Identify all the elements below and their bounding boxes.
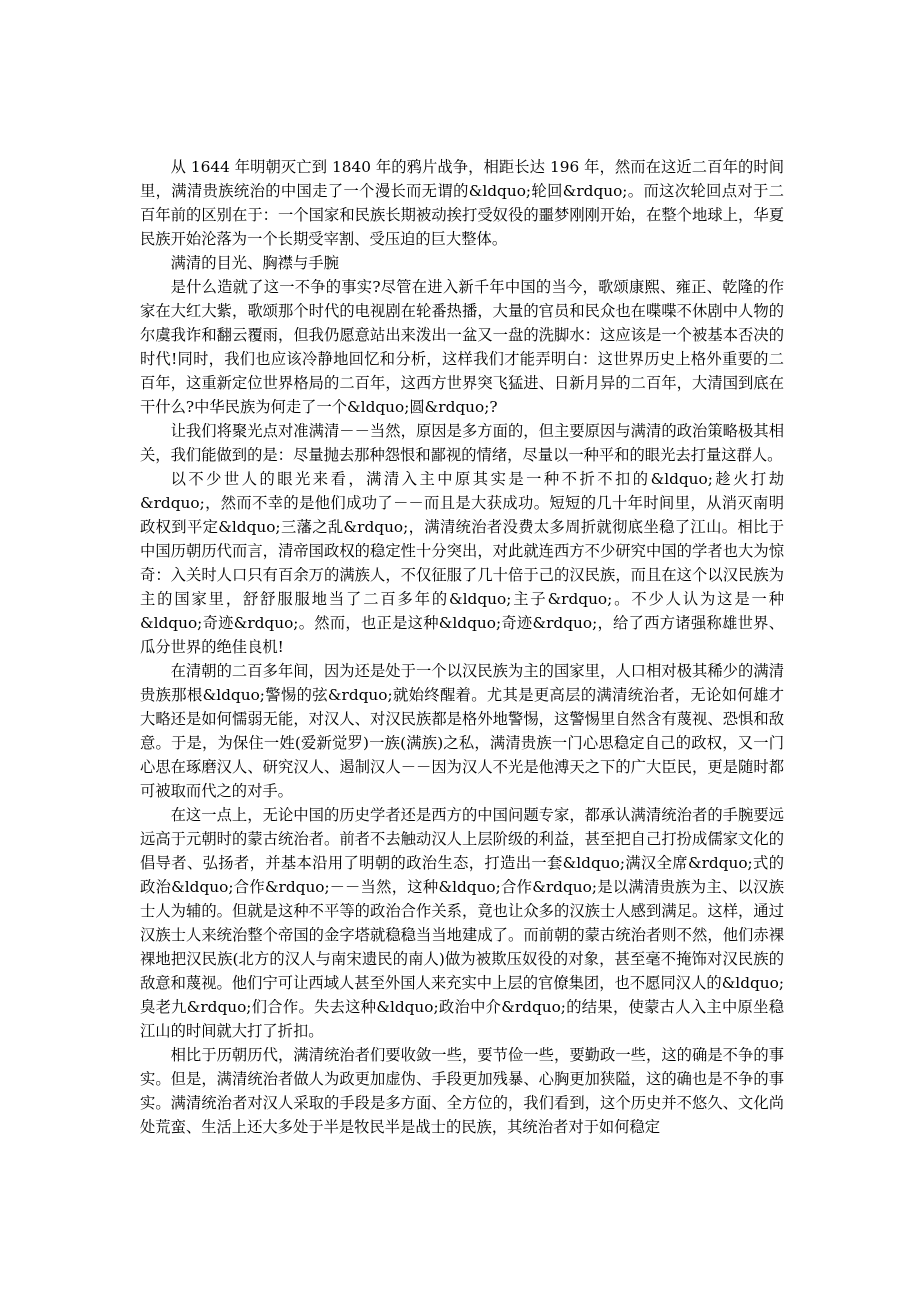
paragraph-2: 是什么造就了这一不争的事实?尽管在进入新千年中国的当今，歌颂康熙、雍正、乾隆的作家在大红大紫，歌颂那个时代的电视剧在轮番热播，大量的官员和民众也在喋喋不休剧中人物的尔虞我诈和翻云覆雨，但我仍愿意站出来泼出一盆又一盘的洗脚水：这应该是一个被基本否决的时代!同时，我们也应该冷静地回忆和分析，这样我们才能弄明白：这世界历史上格外重要的二百年，这重新定位世界格局的二百年，这西方世界突飞猛进、日新月异的二百年，大清国到底在干什么?中华民族为何走了一个&ldquo;圆&rdquo;?	[140, 278, 784, 416]
paragraph-3: 让我们将聚光点对准满清－－当然，原因是多方面的，但主要原因与满清的政治策略极其相关，我们能做到的是：尽量抛去那种怨恨和鄙视的情绪，尽量以一种平和的眼光去打量这群人。	[140, 422, 784, 464]
paragraph-1: 从 1644 年明朝灭亡到 1840 年的鸦片战争，相距长达 196 年，然而在这近二百年的时间里，满清贵族统治的中国走了一个漫长而无谓的&ldquo;轮回&rdquo;。而这次轮回点对于二百年前的区别在于：一个国家和民族长期被动挨打受奴役的噩梦刚刚开始，在整个地球上，华夏民族开始沦落为一个长期受宰割、受压迫的巨大整体。	[140, 158, 784, 248]
paragraph-5: 在清朝的二百多年间，因为还是处于一个以汉民族为主的国家里，人口相对极其稀少的满清贵族那根&ldquo;警惕的弦&rdquo;就始终醒着。尤其是更高层的满清统治者，无论如何雄才大略还是如何懦弱无能，对汉人、对汉民族都是格外地警惕，这警惕里自然含有蔑视、恐惧和敌意。于是，为保住一姓(爱新觉罗)一族(满族)之私，满清贵族一门心思稳定自己的政权，又一门心思在琢磨汉人、研究汉人、遏制汉人－－因为汉人不光是他溥天之下的广大臣民，更是随时都可被取而代之的对手。	[140, 662, 784, 800]
section-heading: 满清的目光、胸襟与手腕	[170, 254, 339, 272]
paragraph-4: 以不少世人的眼光来看，满清入主中原其实是一种不折不扣的&ldquo;趁火打劫&rdquo;，然而不幸的是他们成功了－－而且是大获成功。短短的几十年时间里，从消灭南明政权到平定&ldquo;三藩之乱&rdquo;，满清统治者没费太多周折就彻底坐稳了江山。相比于中国历朝历代而言，清帝国政权的稳定性十分突出，对此就连西方不少研究中国的学者也大为惊奇：入关时人口只有百余万的满族人，不仅征服了几十倍于己的汉民族，而且在这个以汉民族为主的国家里，舒舒服服地当了二百多年的&ldquo;主子&rdquo;。不少人认为这是一种&ldquo;奇迹&rdquo;。然而，也正是这种&ldquo;奇迹&rdquo;，给了西方诸强称雄世界、瓜分世界的绝佳良机!	[140, 470, 784, 656]
paragraph-6: 在这一点上，无论中国的历史学者还是西方的中国问题专家，都承认满清统治者的手腕要远远高于元朝时的蒙古统治者。前者不去触动汉人上层阶级的利益，甚至把自己打扮成儒家文化的倡导者、弘扬者，并基本沿用了明朝的政治生态，打造出一套&ldquo;满汉全席&rdquo;式的政治&ldquo;合作&rdquo;－－当然，这种&ldquo;合作&rdquo;是以满清贵族为主、以汉族士人为辅的。但就是这种不平等的政治合作关系，竟也让众多的汉族士人感到满足。这样，通过汉族士人来统治整个帝国的金字塔就稳稳当当地建成了。而前朝的蒙古统治者则不然，他们赤裸裸地把汉民族(北方的汉人与南宋遗民的南人)做为被欺压奴役的对象，甚至毫不掩饰对汉民族的敌意和蔑视。他们宁可让西域人甚至外国人来充实中上层的官僚集团，也不愿同汉人的&ldquo;臭老九&rdquo;们合作。失去这种&ldquo;政治中介&rdquo;的结果，使蒙古人入主中原坐稳江山的时间就大打了折扣。	[140, 806, 784, 1040]
paragraph-7: 相比于历朝历代，满清统治者们要收敛一些，要节俭一些，要勤政一些，这的确是不争的事实。但是，满清统治者做人为政更加虚伪、手段更加残暴、心胸更加狭隘，这的确也是不争的事实。满清统治者对汉人采取的手段是多方面、全方位的，我们看到，这个历史并不悠久、文化尚处荒蛮、生活上还大多处于半是牧民半是战士的民族，其统治者对于如何稳定	[140, 1046, 784, 1136]
body-text	[140, 155, 784, 1139]
